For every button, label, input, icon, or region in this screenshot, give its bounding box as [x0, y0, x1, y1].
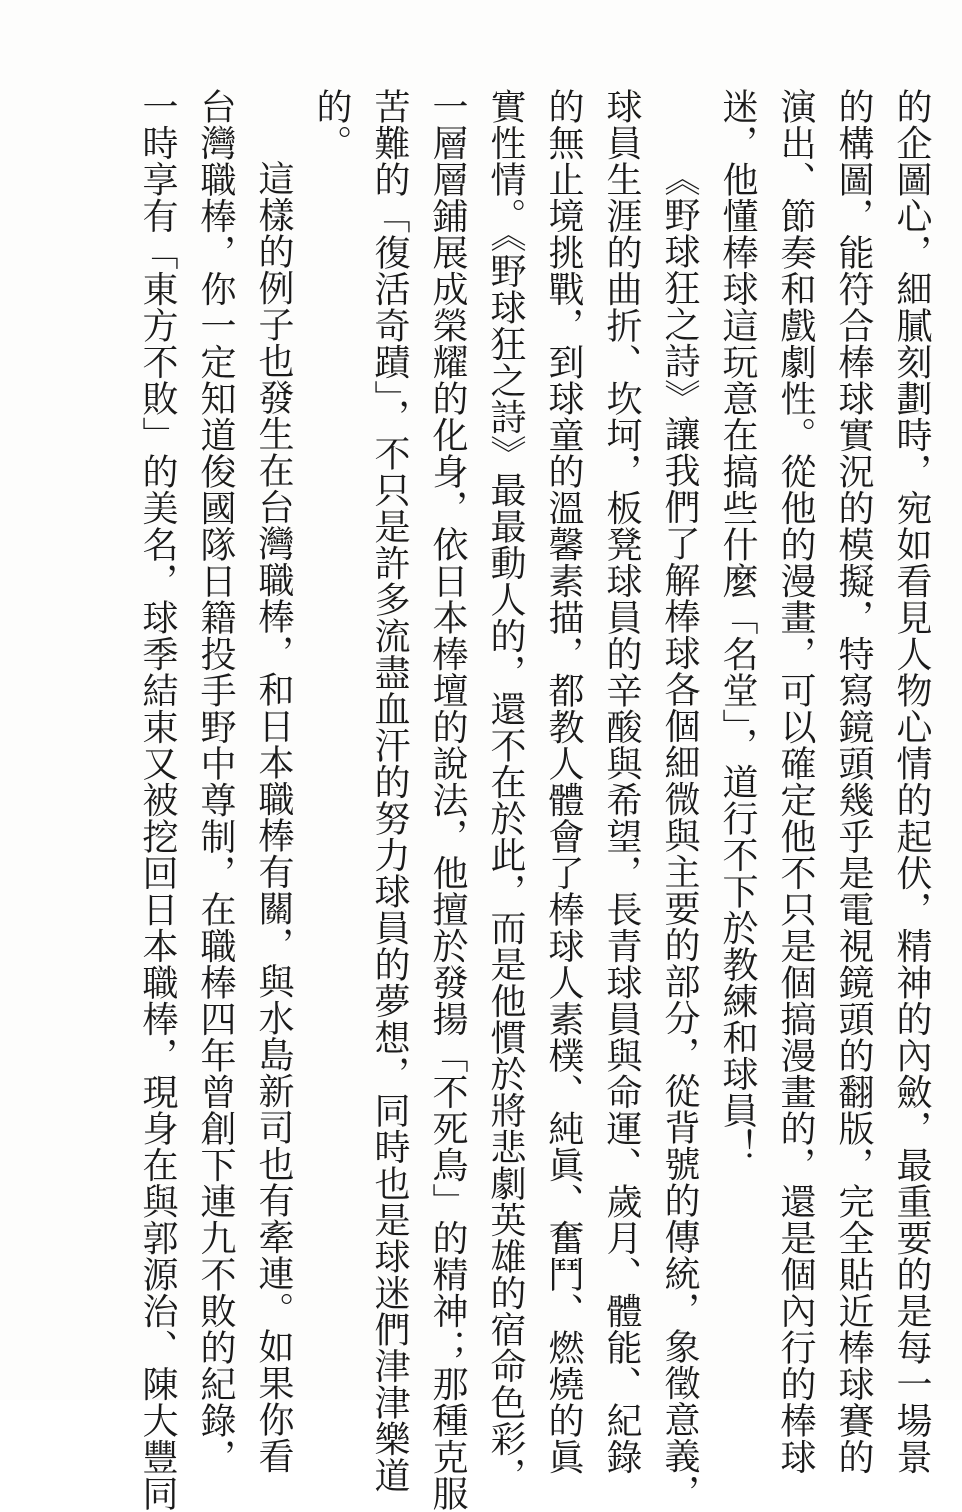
text-line-10: 苦難的「復活奇蹟」，不只是許多流盡血汗的努力球員的夢想，同時也是球迷們津津樂道: [369, 88, 410, 1494]
text-line-13: 台灣職棒，你一定知道俊國隊日籍投手野中尊制，在職棒四年曾創下連九不敗的紀錄，: [195, 88, 236, 1475]
text-line-9: 一層層鋪展成榮耀的化身，依日本棒壇的說法，他擅於發揚「不死鳥」的精神；那種克服: [427, 88, 468, 1512]
text-line-5: 《野球狂之詩》讓我們了解棒球各個細微與主要的部分，從背號的傳統，象徵意義，: [659, 160, 700, 1511]
text-line-1: 的企圖心，細膩刻劃時，宛如看見人物心情的起伏，精神的內斂，最重要的是每一場景: [891, 88, 932, 1475]
body-text: [128, 88, 940, 1512]
text-line-3: 演出、節奏和戲劇性。從他的漫畫，可以確定他不只是個搞漫畫的，還是個內行的棒球: [775, 88, 816, 1475]
text-line-14: 一時享有「東方不敗」的美名，球季結束又被挖回日本職棒，現身在與郭源治、陳大豐同: [137, 88, 178, 1512]
text-line-6: 球員生涯的曲折、坎坷，板凳球員的辛酸與希望，長青球員與命運、歲月、體能、紀錄: [601, 88, 642, 1475]
text-line-8: 實性情。《野球狂之詩》最最動人的，還不在於此，而是他慣於將悲劇英雄的宿命色彩，: [485, 88, 526, 1494]
text-line-4: 迷，他懂棒球這玩意在搞些什麼「名堂」，道行不下於教練和球員！: [717, 88, 758, 1165]
text-line-11: 的。: [311, 88, 352, 161]
text-line-2: 的構圖，能符合棒球實況的模擬，特寫鏡頭幾乎是電視鏡頭的翻版，完全貼近棒球賽的: [833, 88, 874, 1475]
text-line-7: 的無止境挑戰，到球童的溫馨素描，都教人體會了棒球人素樸、純眞、奮鬥、燃燒的眞: [543, 88, 584, 1475]
text-line-12: 這樣的例子也發生在台灣職棒，和日本職棒有關，與水島新司也有牽連。如果你看: [253, 160, 294, 1474]
